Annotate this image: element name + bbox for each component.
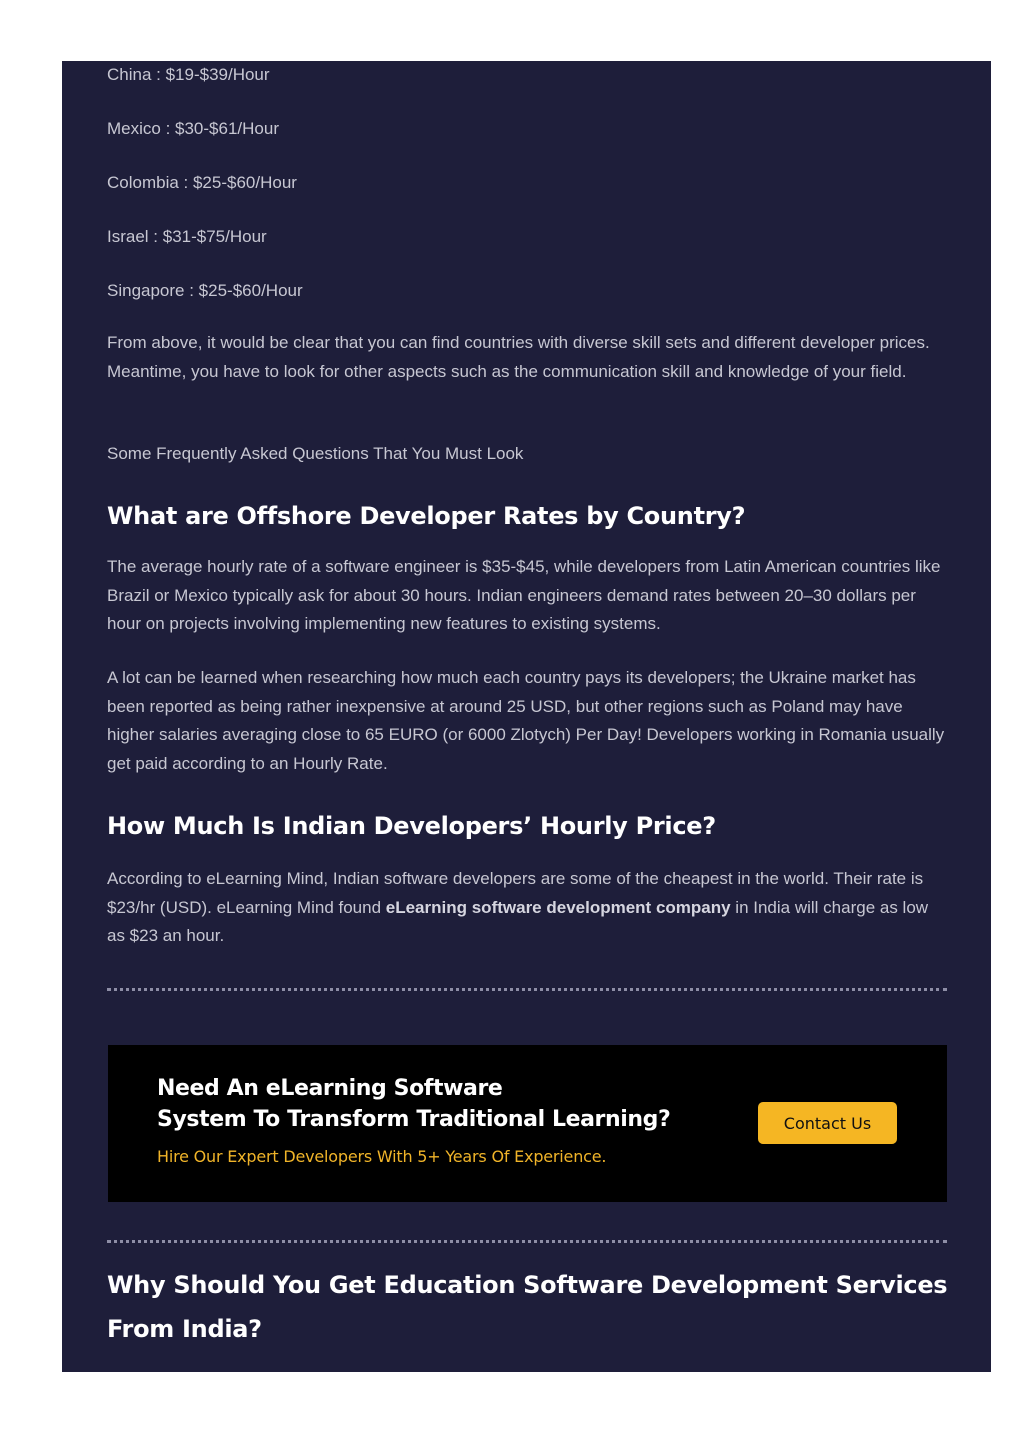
rate-china: China : $19-$39/Hour	[107, 65, 270, 84]
rate-colombia: Colombia : $25-$60/Hour	[107, 173, 297, 192]
dotted-divider-bottom	[107, 1240, 947, 1243]
banner-title	[157, 1073, 717, 1135]
heading-indian-hourly-price: How Much Is Indian Developers’ Hourly Price?	[107, 812, 716, 840]
elearning-company-link[interactable]: eLearning software development company	[385, 897, 731, 917]
rate-mexico: Mexico : $30-$61/Hour	[107, 119, 279, 138]
indian-price-text-end: in India will charge as low as $23 an hour.	[107, 897, 929, 945]
heading-why-india: Why Should You Get Education Software Development Services From India?	[107, 1271, 948, 1343]
indian-price-text-start: According to eLearning Mind, Indian software developers are some of the cheapest in the world. Their rate is $23/hr (USD). eLearning Mind found	[107, 869, 924, 917]
faq-intro: Some Frequently Asked Questions That You Must Look	[107, 444, 524, 463]
dotted-divider-top	[107, 988, 947, 991]
banner-subtitle: Hire Our Expert Developers With 5+ Years Of Experience.	[157, 1147, 607, 1166]
intro-paragraph: From above, it would be clear that you can find countries with diverse skill sets and different developer prices. Meantime, you have to look for other aspects such as the communication skill and knowledge of your field.	[107, 333, 930, 381]
rate-singapore: Singapore : $25-$60/Hour	[107, 281, 303, 300]
heading-offshore-rates: What are Offshore Developer Rates by Country?	[107, 502, 746, 530]
indian-price-paragraph	[107, 865, 947, 951]
rate-israel: Israel : $31-$75/Hour	[107, 227, 267, 246]
article-panel	[62, 61, 991, 1372]
offshore-rates-paragraph-2: A lot can be learned when researching how much each country pays its developers; the Ukraine market has been reported as being rather inexpensive at around 25 USD, but other regions such as Poland may have higher salaries averaging close to 65 EURO (or 6000 Zlotych) Per Day! Developers working in Romania usually get paid according to an Hourly Rate.	[107, 668, 945, 773]
offshore-rates-paragraph-1: The average hourly rate of a software engineer is $35-$45, while developers from Latin American countries like Brazil or Mexico typically ask for about 30 hours. Indian engineers demand rates between 20–30 dollars per hour on projects involving implementing new features to existing systems.	[107, 557, 941, 633]
banner-title-line-1: Need An eLearning Software	[157, 1076, 503, 1101]
cta-banner	[108, 1045, 947, 1202]
contact-us-button[interactable]: Contact Us	[758, 1102, 897, 1144]
banner-title-line-2: System To Transform Traditional Learning?	[157, 1107, 671, 1132]
